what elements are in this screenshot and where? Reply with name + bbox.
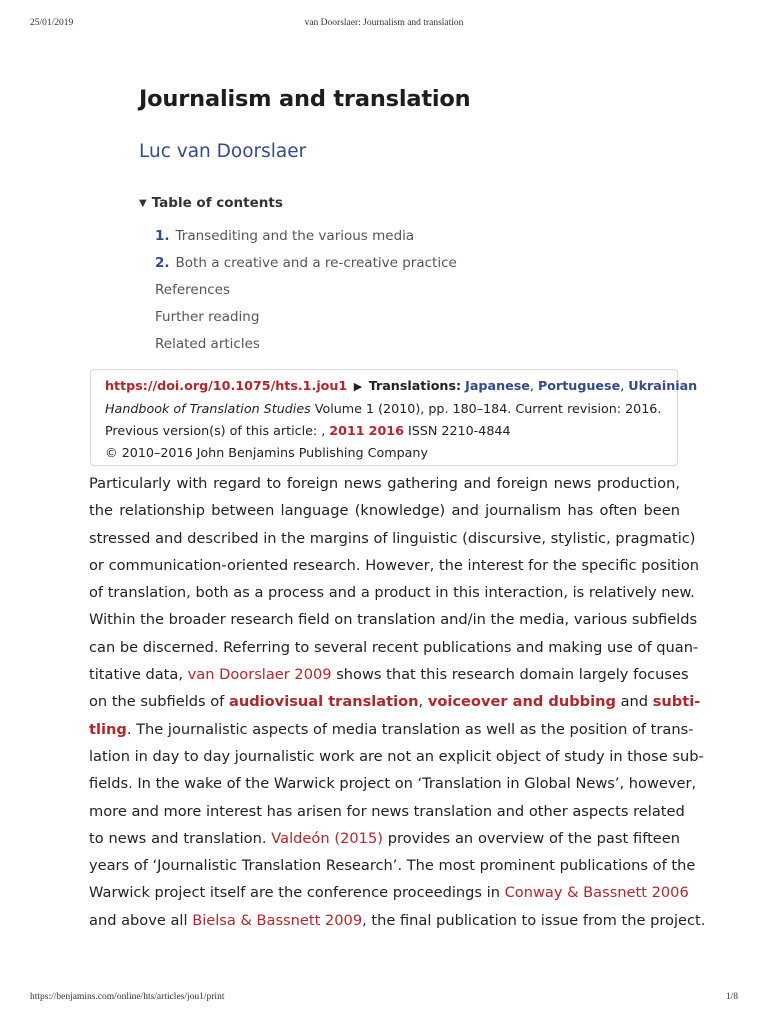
print-doc-title: van Doorslaer: Journalism and translation bbox=[304, 18, 464, 28]
keyword-link[interactable]: audiovisual translation bbox=[228, 693, 419, 711]
body-text-segment: provides an overview of the past fifteen bbox=[387, 829, 681, 847]
triangle-down-icon: ▼ bbox=[139, 198, 147, 209]
print-footer bbox=[30, 992, 738, 1006]
citation-link[interactable]: Valdeón (2015) bbox=[271, 829, 383, 847]
body-text-segment: and above all bbox=[89, 911, 188, 929]
issn: ISSN 2210-4844 bbox=[408, 423, 511, 438]
toc-toggle-label: Table of contents bbox=[151, 195, 283, 211]
toc-item-number: 2. bbox=[155, 255, 170, 271]
article-body-paragraph bbox=[89, 470, 706, 934]
translation-link-portuguese[interactable]: Portuguese bbox=[537, 378, 621, 393]
article-metadata-box bbox=[90, 369, 698, 466]
body-line bbox=[89, 716, 694, 743]
body-line: or communication-oriented research. However, the interest for the specific position bbox=[89, 556, 699, 574]
body-line: stressed and described in the margins of linguistic (discursive, stylistic, pragmatic) bbox=[89, 529, 696, 547]
citation-link[interactable]: Conway & Bassnett 2006 bbox=[504, 884, 689, 902]
toc-item-number: 1. bbox=[155, 228, 170, 244]
body-line: Particularly with regard to foreign news gathering and foreign news production, bbox=[89, 475, 680, 492]
body-line: Within the broader research field on translation and/in the media, various subfields bbox=[89, 611, 698, 629]
body-line bbox=[89, 688, 701, 715]
body-text-segment: to news and translation. bbox=[89, 829, 267, 847]
body-text-segment: , the final publication to issue from the project. bbox=[362, 911, 706, 929]
body-line: fields. In the wake of the Warwick project on ‘Translation in Global News’, however, bbox=[89, 775, 697, 793]
body-line: lation in day to day journalistic work are not an explicit object of study in those sub- bbox=[89, 747, 704, 765]
toc-item-link[interactable]: Both a creative and a re-creative practice bbox=[175, 255, 457, 271]
previous-versions-label: Previous version(s) of this article: , bbox=[105, 423, 326, 438]
body-line: years of ‘Journalistic Translation Research’. The most prominent publications of the bbox=[89, 857, 696, 875]
meta-line-doi: https://doi.org/10.1075/hts.1.jou1 ▶ Translations: Japanese, Portuguese, Ukrainian bbox=[105, 378, 698, 393]
body-text-segment: Warwick project itself are the conference proceedings in bbox=[89, 884, 500, 902]
keyword-link[interactable]: tling bbox=[89, 720, 127, 738]
meta-line-copyright: © 2010–2016 John Benjamins Publishing Company bbox=[105, 445, 428, 460]
toc-item[interactable] bbox=[155, 278, 457, 305]
body-text-segment: and bbox=[620, 693, 649, 711]
body-line: more and more interest has arisen for news translation and other aspects related bbox=[89, 802, 685, 820]
toc-toggle[interactable] bbox=[139, 195, 283, 211]
body-text-segment: titative data, bbox=[89, 666, 183, 684]
author-link[interactable]: Luc van Doorslaer bbox=[139, 141, 307, 162]
print-url: https://benjamins.com/online/hts/articles/jou1/print bbox=[30, 992, 225, 1002]
body-line: of translation, both as a process and a product in this interaction, is relatively new. bbox=[89, 584, 695, 602]
body-line bbox=[89, 907, 706, 934]
body-line: the relationship between language (knowledge) and journalism has often been bbox=[89, 502, 680, 520]
toc-item-link[interactable]: References bbox=[155, 282, 231, 298]
body-text-segment: shows that this research domain largely focuses bbox=[336, 666, 689, 684]
toc-item-link[interactable]: Further reading bbox=[155, 309, 260, 325]
volume-info: Volume 1 (2010), pp. 180–184. Current revision: 2016. bbox=[310, 401, 662, 416]
body-line: can be discerned. Referring to several recent publications and making use of quan- bbox=[89, 638, 699, 656]
book-title: Handbook of Translation Studies bbox=[105, 401, 311, 416]
citation-link[interactable]: van Doorslaer 2009 bbox=[187, 666, 332, 684]
translation-link-japanese[interactable]: Japanese bbox=[465, 378, 530, 393]
triangle-right-icon: ▶ bbox=[350, 380, 366, 393]
toc-item[interactable] bbox=[155, 224, 457, 251]
keyword-link[interactable]: voiceover and dubbing bbox=[427, 693, 616, 711]
body-text-segment: . The journalistic aspects of media translation as well as the position of trans- bbox=[126, 720, 694, 738]
doi-link[interactable]: https://doi.org/10.1075/hts.1.jou1 bbox=[105, 378, 348, 393]
print-date: 25/01/2019 bbox=[30, 18, 74, 28]
keyword-link[interactable]: subti- bbox=[652, 693, 701, 711]
toc-item[interactable] bbox=[155, 305, 457, 332]
translations-label: Translations: bbox=[368, 378, 462, 393]
toc-item-link[interactable]: Transediting and the various media bbox=[175, 228, 415, 244]
toc-item[interactable] bbox=[155, 251, 457, 278]
body-line bbox=[89, 879, 689, 906]
body-line bbox=[89, 825, 680, 852]
toc-item-link[interactable]: Related articles bbox=[155, 336, 260, 352]
toc-item[interactable] bbox=[155, 332, 457, 359]
previous-version-2011[interactable]: 2011 bbox=[329, 423, 365, 438]
body-text-segment: , bbox=[418, 693, 424, 711]
print-header bbox=[30, 18, 738, 32]
body-text-segment: on the subfields of bbox=[89, 693, 225, 711]
meta-line-book bbox=[105, 398, 667, 420]
citation-link[interactable]: Bielsa & Bassnett 2009 bbox=[192, 911, 363, 929]
toc-list bbox=[155, 224, 457, 359]
meta-line-previous bbox=[105, 420, 667, 442]
previous-version-2016[interactable]: 2016 bbox=[368, 423, 404, 438]
translation-link-ukrainian[interactable]: Ukrainian bbox=[628, 378, 698, 393]
article-title: Journalism and translation bbox=[139, 86, 471, 112]
page-number: 1/8 bbox=[725, 992, 738, 1002]
body-line bbox=[89, 661, 689, 688]
